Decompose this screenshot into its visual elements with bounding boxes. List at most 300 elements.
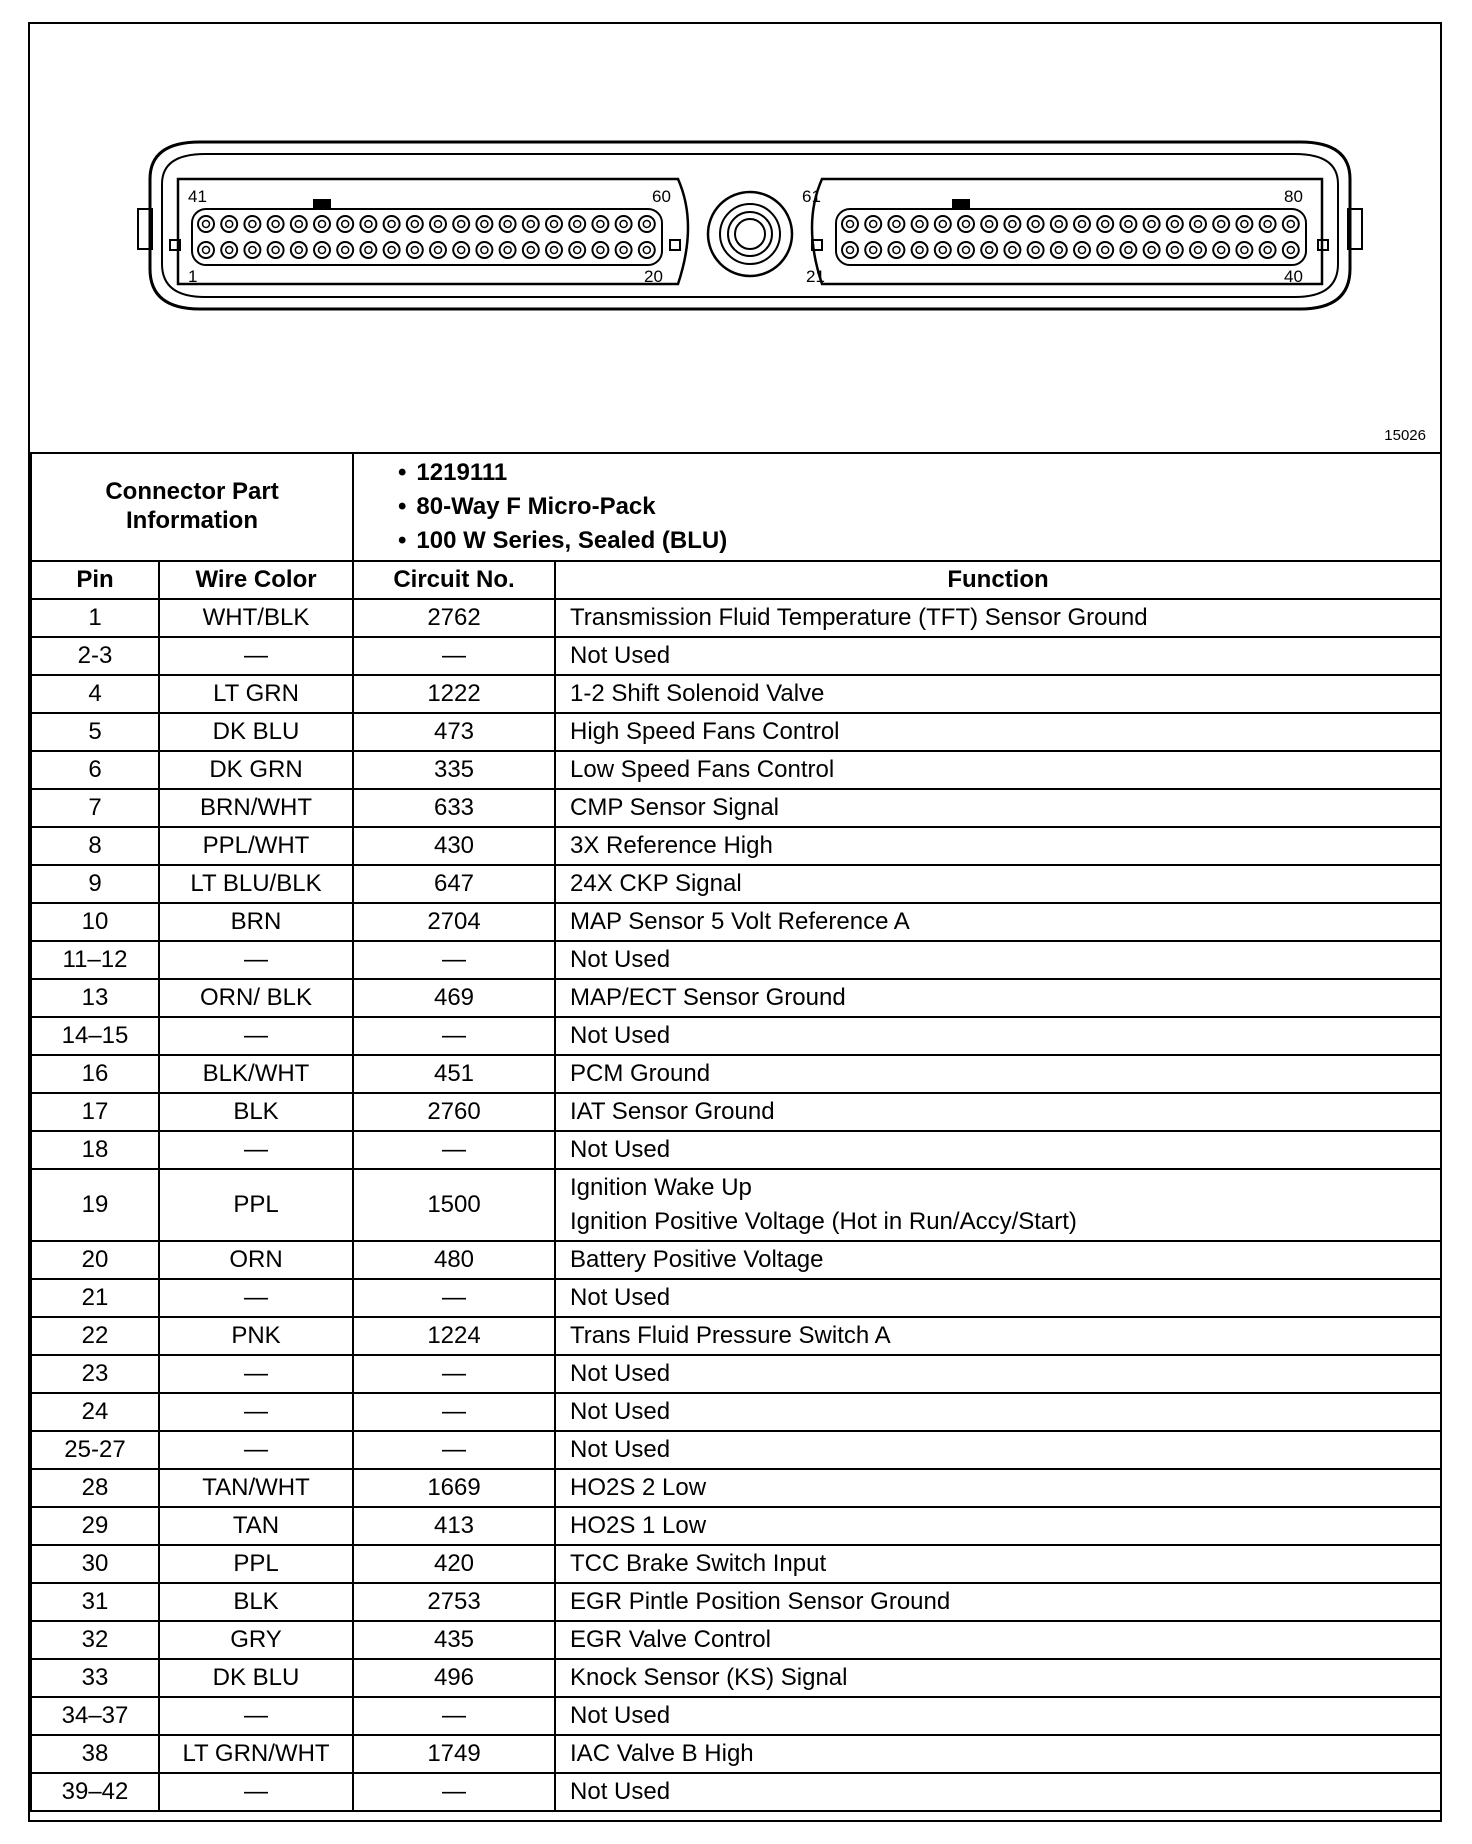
pin-hole (888, 216, 904, 232)
pin-hole (1074, 216, 1090, 232)
pinout-sheet (28, 22, 1442, 1822)
pin-hole-center (1195, 247, 1202, 254)
wire-color-cell: DK GRN (159, 751, 353, 789)
pin-hole (407, 242, 423, 258)
function-cell: IAT Sensor Ground (555, 1093, 1441, 1131)
wire-color-cell: — (159, 637, 353, 675)
function-cell: EGR Pintle Position Sensor Ground (555, 1583, 1441, 1621)
center-bolt-ring-3 (735, 219, 765, 249)
table-row (31, 1241, 1441, 1279)
circuit-cell: — (353, 637, 555, 675)
table-row (31, 827, 1441, 865)
pin-cell: 32 (31, 1621, 159, 1659)
circuit-cell: 2762 (353, 599, 555, 637)
table-row (31, 1393, 1441, 1431)
pin-hole-center (295, 221, 302, 228)
table-header-row (31, 561, 1441, 599)
table-row (31, 675, 1441, 713)
pin-hole-center (1287, 221, 1294, 228)
table-row (31, 1469, 1441, 1507)
pin-cell: 7 (31, 789, 159, 827)
pin-hole-center (1148, 221, 1155, 228)
pin-hole (476, 216, 492, 232)
pin-hole (958, 216, 974, 232)
pin-hole (500, 242, 516, 258)
wire-color-cell: PPL (159, 1169, 353, 1241)
function-cell: PCM Ground (555, 1055, 1441, 1093)
table-row (31, 1735, 1441, 1773)
pin-cell: 13 (31, 979, 159, 1017)
wire-color-cell: — (159, 1697, 353, 1735)
pin-hole-center (481, 221, 488, 228)
pin-hole (221, 242, 237, 258)
circuit-cell: 435 (353, 1621, 555, 1659)
pin-hole-center (916, 221, 923, 228)
pin-hole (1051, 216, 1067, 232)
function-cell: IAC Valve B High (555, 1735, 1441, 1773)
table-row (31, 599, 1441, 637)
pin-hole-center (226, 247, 233, 254)
pin-hole (958, 242, 974, 258)
pin-hole-center (295, 247, 302, 254)
wire-color-cell: — (159, 1773, 353, 1811)
table-row (31, 1055, 1441, 1093)
pin-hole-center (1009, 221, 1016, 228)
pin-hole-center (893, 247, 900, 254)
pin-cell: 5 (31, 713, 159, 751)
circuit-cell: — (353, 1773, 555, 1811)
wire-color-cell: PPL/WHT (159, 827, 353, 865)
pin-hole (1144, 216, 1160, 232)
function-cell: MAP Sensor 5 Volt Reference A (555, 903, 1441, 941)
wire-color-cell: LT GRN/WHT (159, 1735, 353, 1773)
pin-cell: 28 (31, 1469, 159, 1507)
pin-cell: 2-3 (31, 637, 159, 675)
pin-cell: 39–42 (31, 1773, 159, 1811)
function-cell: Transmission Fluid Temperature (TFT) Sensor Ground (555, 599, 1441, 637)
pin-hole (384, 216, 400, 232)
pin-hole-center (1195, 221, 1202, 228)
pin-hole (523, 216, 539, 232)
pin-hole-center (249, 247, 256, 254)
pin-hole-center (1079, 221, 1086, 228)
circuit-cell: 2760 (353, 1093, 555, 1131)
pin-hole (842, 216, 858, 232)
pin-hole (1236, 242, 1252, 258)
pin-hole-center (963, 221, 970, 228)
connector-diagram (30, 24, 1440, 454)
circuit-cell: 2704 (353, 903, 555, 941)
pin-hole (268, 216, 284, 232)
circuit-cell: 496 (353, 1659, 555, 1697)
table-row (31, 713, 1441, 751)
wire-color-cell: — (159, 1355, 353, 1393)
pin-hole (981, 216, 997, 232)
function-cell: Not Used (555, 941, 1441, 979)
table-row (31, 1317, 1441, 1355)
wire-color-cell: — (159, 1393, 353, 1431)
pin-hole (523, 242, 539, 258)
pin-hole-center (847, 221, 854, 228)
pin-cell: 21 (31, 1279, 159, 1317)
table-row (31, 1093, 1441, 1131)
header-circuit: Circuit No. (353, 561, 555, 599)
pin-hole-center (249, 221, 256, 228)
pin-hole (981, 242, 997, 258)
pin-hole-center (458, 247, 465, 254)
table-row (31, 1583, 1441, 1621)
circuit-cell: 480 (353, 1241, 555, 1279)
pin-hole-center (342, 221, 349, 228)
pin-hole-center (551, 247, 558, 254)
pin-hole (453, 216, 469, 232)
table-row (31, 1773, 1441, 1811)
pin-hole-center (870, 221, 877, 228)
pin-hole (1120, 216, 1136, 232)
left-pin-field (192, 209, 662, 265)
pin-hole (198, 242, 214, 258)
pin-hole (592, 216, 608, 232)
function-line: Ignition Wake Up (570, 1174, 752, 1201)
pin-hole-center (1032, 221, 1039, 228)
circuit-cell: — (353, 1431, 555, 1469)
pin-hole-center (527, 247, 534, 254)
pin-hole (1120, 242, 1136, 258)
table-row (31, 1697, 1441, 1735)
table-row (31, 637, 1441, 675)
pin-hole (912, 216, 928, 232)
wire-color-cell: LT GRN (159, 675, 353, 713)
table-row (31, 789, 1441, 827)
function-cell: Not Used (555, 1279, 1441, 1317)
table-row (31, 1279, 1441, 1317)
pin-cell: 1 (31, 599, 159, 637)
pin-hole (546, 216, 562, 232)
function-cell: Not Used (555, 1697, 1441, 1735)
pin-hole (616, 242, 632, 258)
pin-cell: 38 (31, 1735, 159, 1773)
header-function: Function (555, 561, 1441, 599)
pin-cell: 33 (31, 1659, 159, 1697)
pin-hole-center (1241, 247, 1248, 254)
pin-hole (912, 242, 928, 258)
pin-cell: 24 (31, 1393, 159, 1431)
right-pin-field (836, 209, 1306, 265)
function-cell: High Speed Fans Control (555, 713, 1441, 751)
pin-hole-center (620, 247, 627, 254)
pin-hole-center (620, 221, 627, 228)
function-cell: Not Used (555, 637, 1441, 675)
pin-hole-center (939, 221, 946, 228)
pin-hole-center (1171, 247, 1178, 254)
function-cell: Not Used (555, 1017, 1441, 1055)
connector-info-row (31, 453, 1441, 561)
wire-color-cell: — (159, 1017, 353, 1055)
pin-hole (198, 216, 214, 232)
pin-cell: 31 (31, 1583, 159, 1621)
pin-hole (1260, 242, 1276, 258)
pin-hole-center (847, 247, 854, 254)
pin-label-60: 60 (652, 187, 671, 206)
function-cell: HO2S 1 Low (555, 1507, 1441, 1545)
pin-hole (1004, 242, 1020, 258)
pin-hole (476, 242, 492, 258)
wire-color-cell: BRN (159, 903, 353, 941)
wire-color-cell: LT BLU/BLK (159, 865, 353, 903)
function-cell: Battery Positive Voltage (555, 1241, 1441, 1279)
pin-hole-center (1055, 247, 1062, 254)
pin-hole (546, 242, 562, 258)
connector-type: • 80-Way F Micro-Pack (398, 490, 1432, 524)
table-row (31, 903, 1441, 941)
table-row (31, 979, 1441, 1017)
pin-hole-center (597, 247, 604, 254)
function-cell: Low Speed Fans Control (555, 751, 1441, 789)
table-row (31, 1431, 1441, 1469)
function-cell: TCC Brake Switch Input (555, 1545, 1441, 1583)
pin-label-40: 40 (1284, 267, 1303, 286)
pin-hole (842, 242, 858, 258)
pin-hole-center (504, 247, 511, 254)
pin-hole (384, 242, 400, 258)
left-key-b (670, 240, 680, 250)
function-cell: Not Used (555, 1431, 1441, 1469)
pin-hole-center (916, 247, 923, 254)
circuit-cell: 1224 (353, 1317, 555, 1355)
pin-hole (639, 216, 655, 232)
pin-hole-center (435, 247, 442, 254)
table-row (31, 1659, 1441, 1697)
pin-cell: 18 (31, 1131, 159, 1169)
function-cell: 24X CKP Signal (555, 865, 1441, 903)
wire-color-cell: DK BLU (159, 1659, 353, 1697)
function-cell: Trans Fluid Pressure Switch A (555, 1317, 1441, 1355)
right-pin-holes (842, 216, 1299, 258)
pin-hole-center (1032, 247, 1039, 254)
pin-hole-center (1218, 247, 1225, 254)
pin-hole-center (272, 247, 279, 254)
pin-label-41: 41 (188, 187, 207, 206)
pin-hole-center (504, 221, 511, 228)
function-cell: 3X Reference High (555, 827, 1441, 865)
pin-cell: 20 (31, 1241, 159, 1279)
pin-hole-center (1264, 247, 1271, 254)
pin-hole (1097, 216, 1113, 232)
pin-cell: 19 (31, 1169, 159, 1241)
pin-hole-center (574, 221, 581, 228)
table-row (31, 1507, 1441, 1545)
pin-hole (337, 216, 353, 232)
pin-label-61: 61 (802, 187, 821, 206)
pin-hole (1051, 242, 1067, 258)
pin-hole (453, 242, 469, 258)
pin-hole-center (435, 221, 442, 228)
circuit-cell: 1749 (353, 1735, 555, 1773)
pin-hole (865, 216, 881, 232)
pin-hole-center (203, 221, 210, 228)
pin-hole (569, 216, 585, 232)
pin-hole (1074, 242, 1090, 258)
pin-hole (1213, 216, 1229, 232)
pin-cell: 14–15 (31, 1017, 159, 1055)
pin-hole (291, 216, 307, 232)
pin-hole-center (411, 221, 418, 228)
table-row (31, 751, 1441, 789)
function-cell: 1-2 Shift Solenoid Valve (555, 675, 1441, 713)
pin-cell: 16 (31, 1055, 159, 1093)
connector-drawing (30, 24, 1440, 452)
circuit-cell: 1669 (353, 1469, 555, 1507)
pin-hole (500, 216, 516, 232)
pin-hole-center (1148, 247, 1155, 254)
pin-hole (639, 242, 655, 258)
table-row (31, 1169, 1441, 1241)
pin-hole (1167, 242, 1183, 258)
function-cell: EGR Valve Control (555, 1621, 1441, 1659)
circuit-cell: — (353, 941, 555, 979)
connector-series: • 100 W Series, Sealed (BLU) (398, 524, 1432, 558)
pin-hole (616, 216, 632, 232)
pin-hole-center (1264, 221, 1271, 228)
function-cell: Not Used (555, 1355, 1441, 1393)
connector-info-label: Connector Part Information (31, 453, 353, 561)
function-cell (555, 1169, 1441, 1241)
pin-hole-center (870, 247, 877, 254)
pin-cell: 11–12 (31, 941, 159, 979)
wire-color-cell: — (159, 941, 353, 979)
circuit-cell: 430 (353, 827, 555, 865)
pin-hole (569, 242, 585, 258)
pin-cell: 9 (31, 865, 159, 903)
circuit-cell: 420 (353, 1545, 555, 1583)
pin-hole-center (1218, 221, 1225, 228)
pin-cell: 34–37 (31, 1697, 159, 1735)
pin-label-20: 20 (644, 267, 663, 286)
pin-hole (1190, 216, 1206, 232)
circuit-cell: — (353, 1279, 555, 1317)
pin-hole (1144, 242, 1160, 258)
wire-color-cell: DK BLU (159, 713, 353, 751)
pin-hole-center (893, 221, 900, 228)
circuit-cell: 335 (353, 751, 555, 789)
pin-hole (935, 242, 951, 258)
circuit-cell: — (353, 1017, 555, 1055)
right-polarity-tab (952, 199, 970, 209)
figure-number: 15026 (1384, 427, 1426, 444)
pin-hole-center (365, 221, 372, 228)
pin-hole (360, 242, 376, 258)
wire-color-cell: WHT/BLK (159, 599, 353, 637)
pin-hole (314, 242, 330, 258)
wire-color-cell: BRN/WHT (159, 789, 353, 827)
pin-hole-center (1125, 247, 1132, 254)
pin-hole-center (388, 247, 395, 254)
pin-hole (1283, 242, 1299, 258)
pin-label-1: 1 (188, 267, 198, 286)
function-line: Ignition Positive Voltage (Hot in Run/Accy/Start) (570, 1208, 1077, 1235)
pin-cell: 29 (31, 1507, 159, 1545)
pin-hole (244, 216, 260, 232)
pin-hole-center (986, 247, 993, 254)
wire-color-cell: BLK (159, 1583, 353, 1621)
pin-hole (592, 242, 608, 258)
pin-hole-center (527, 221, 534, 228)
table-row (31, 1017, 1441, 1055)
pinout-table (30, 452, 1442, 1812)
wire-color-cell: BLK (159, 1093, 353, 1131)
pin-hole-center (319, 221, 326, 228)
circuit-cell: 469 (353, 979, 555, 1017)
left-pin-holes (198, 216, 655, 258)
pin-hole (1190, 242, 1206, 258)
pin-hole-center (963, 247, 970, 254)
circuit-cell: 2753 (353, 1583, 555, 1621)
pin-hole-center (1287, 247, 1294, 254)
pin-hole (888, 242, 904, 258)
pin-cell: 10 (31, 903, 159, 941)
pin-hole (244, 242, 260, 258)
circuit-cell: 413 (353, 1507, 555, 1545)
pin-hole-center (597, 221, 604, 228)
table-row (31, 941, 1441, 979)
pin-cell: 30 (31, 1545, 159, 1583)
function-cell: Knock Sensor (KS) Signal (555, 1659, 1441, 1697)
pin-hole (291, 242, 307, 258)
pin-cell: 23 (31, 1355, 159, 1393)
header-pin: Pin (31, 561, 159, 599)
pin-hole-center (1079, 247, 1086, 254)
pin-hole-center (1102, 247, 1109, 254)
circuit-cell: 473 (353, 713, 555, 751)
pin-hole (1028, 242, 1044, 258)
circuit-cell: 451 (353, 1055, 555, 1093)
pin-cell: 25-27 (31, 1431, 159, 1469)
pin-hole-center (1055, 221, 1062, 228)
function-cell: MAP/ECT Sensor Ground (555, 979, 1441, 1017)
pin-hole-center (319, 247, 326, 254)
pin-cell: 6 (31, 751, 159, 789)
circuit-cell: 1222 (353, 675, 555, 713)
table-row (31, 1621, 1441, 1659)
pin-hole-center (203, 247, 210, 254)
pin-hole-center (388, 221, 395, 228)
pin-hole (407, 216, 423, 232)
pin-hole-center (458, 221, 465, 228)
circuit-cell: 647 (353, 865, 555, 903)
wire-color-cell: TAN/WHT (159, 1469, 353, 1507)
pin-label-21: 21 (806, 267, 825, 286)
connector-part-number: • 1219111 (398, 456, 1432, 490)
pin-hole-center (411, 247, 418, 254)
pin-cell: 4 (31, 675, 159, 713)
wire-color-cell: PPL (159, 1545, 353, 1583)
function-cell: Not Used (555, 1773, 1441, 1811)
pin-hole-center (365, 247, 372, 254)
pin-hole-center (1171, 221, 1178, 228)
pin-hole (865, 242, 881, 258)
function-cell: Not Used (555, 1393, 1441, 1431)
header-wire-color: Wire Color (159, 561, 353, 599)
pin-hole-center (342, 247, 349, 254)
pin-hole-center (1102, 221, 1109, 228)
pin-hole (1260, 216, 1276, 232)
wire-color-cell: TAN (159, 1507, 353, 1545)
pin-hole (430, 242, 446, 258)
pin-hole-center (481, 247, 488, 254)
pin-hole-center (986, 221, 993, 228)
wire-color-cell: ORN (159, 1241, 353, 1279)
pin-hole (221, 216, 237, 232)
